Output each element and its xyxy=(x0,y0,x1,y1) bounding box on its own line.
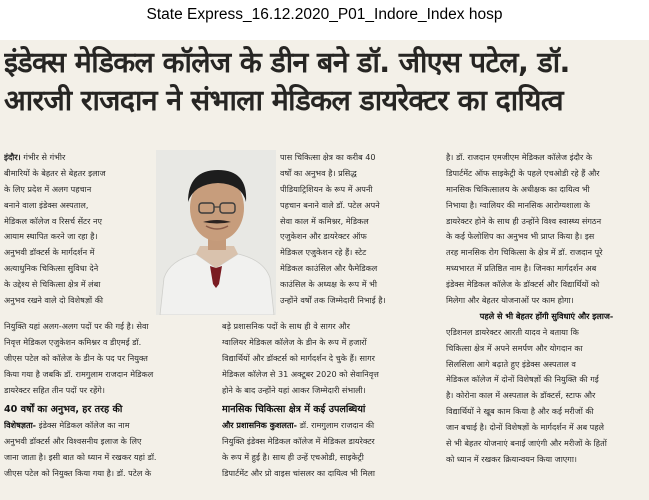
column-2-intro xyxy=(280,150,440,309)
body-line: अनुभवी डॉक्टर्स और विश्वसनीय इलाज के लिए xyxy=(4,436,142,447)
body-line: डिपार्टमेंट और प्रो वाइस चांसलर का दायित्व भी मिला xyxy=(222,468,375,479)
body-line: नियुक्ति यहां अलग-अलग पदों पर की गई है। सेवा xyxy=(4,321,149,331)
portrait-image xyxy=(156,150,276,315)
body-line: मेडिकल एजुकेशन रहे हैं। स्टेट xyxy=(280,247,367,258)
body-line: जाना जाता है। इसी बात को ध्यान में रखकर यहां डॉ. xyxy=(4,452,157,463)
body-line: चिकित्सा क्षेत्र में अपने समर्पण और योगदान का xyxy=(446,342,583,353)
column-1-intro xyxy=(4,150,154,309)
body-line: विद्यार्थियों ने खूब काम किया है और कई मरीजों की xyxy=(446,406,594,417)
intro-line: बीमारियों के बेहतर से बेहतर इलाज xyxy=(4,167,106,178)
clipping-caption: State Express_16.12.2020_P01_Indore_Index hosp xyxy=(146,6,503,23)
column-1-body xyxy=(4,319,214,482)
body-line: सेवा काल में कमिश्नर, मेडिकल xyxy=(280,215,369,226)
body-line: डायरेक्टर सहित तीन पदों पर रहेंगे। xyxy=(4,384,105,395)
body-line: सिलसिला आगे बढ़ाते हुए इंडेक्स अस्पताल व xyxy=(446,358,576,369)
body-line: किया गया है जबकि डॉ. रामगुलाम राजदान मेडिकल xyxy=(4,368,154,379)
intro-line: अत्याधुनिक चिकित्सा सुविधा देने xyxy=(4,263,99,274)
body-line: उन्होंने वर्षों तक जिम्मेदारी निभाई है। xyxy=(280,295,386,306)
body-line: तरह मानसिक रोग चिकित्सा के क्षेत्र में डॉ. राजदान पूरे xyxy=(446,247,603,258)
body-line: से भी बेहतर योजनाएं बनाई जाएंगी और मरीजों के हितों xyxy=(446,438,607,449)
subhead-psychiatry: मानसिक चिकित्सा क्षेत्र में कई उपलब्धियां xyxy=(222,404,366,416)
body-line: मिलेगा और बेहतर योजनाओं पर काम होगा। xyxy=(446,295,574,306)
body-line: काउंसिल के अध्यक्ष के रूप में भी xyxy=(280,279,377,290)
body-line: निवृत्त मेडिकल एजुकेशन कमिश्नर व डीएमई डॉ. xyxy=(4,336,142,347)
body-line: जीएस पटेल को कॉलेज के डीन के पद पर नियुक्त xyxy=(4,352,148,363)
body-line: के रूप में हुई है। साथ ही उन्हें एचओडी, साइकेट्री xyxy=(222,452,364,463)
intro-line: मेडिकल कॉलेज व रिसर्च सेंटर नए xyxy=(4,215,102,226)
body-line: एडिशनल डायरेक्टर आरती यादव ने बताया कि xyxy=(446,326,579,337)
body-line: डिपार्टमेंट ऑफ साइकेट्री के पहले एचओडी रहे हैं और xyxy=(446,167,600,178)
intro-line: के उद्देश्य से चिकित्सा क्षेत्र में लंबा xyxy=(4,279,101,290)
body-line: मध्यभारत में प्रतिष्ठित नाम है। जिनका मार्गदर्शन अब xyxy=(446,263,597,274)
body-line: ग्वालियर मेडिकल कॉलेज के डीन के रूप में हजारों xyxy=(222,336,367,347)
intro-line: अनुभव रखने वाले दो विशेषज्ञों की xyxy=(4,295,104,306)
body-line: मानसिक चिकित्सालय के अधीक्षक का दायित्व भी xyxy=(446,183,590,194)
body-line: बड़े प्रशासनिक पदों के साथ ही वे सागर और xyxy=(222,321,350,331)
intro-line: इंदौर। गंभीर से गंभीर xyxy=(4,152,66,162)
body-line: के कई फेलोशिप का अनुभव भी प्राप्त किया है। इस xyxy=(446,231,595,242)
intro-line: बनाने वाला इंडेक्स अस्पताल, xyxy=(4,199,89,210)
body-line: होने के बाद उन्होंने यहां आकर जिम्मेदारी संभाली। xyxy=(222,384,366,395)
body-line: पीडियाट्रिशियन के रूप में अपनी xyxy=(280,183,373,194)
column-2-body xyxy=(222,319,440,482)
column-3 xyxy=(446,150,647,468)
body-line: एजुकेशन और डायरेक्टर ऑफ xyxy=(280,231,367,242)
body-line: जीएस पटेल को नियुक्त किया गया है। डॉ. पटेल के xyxy=(4,468,152,479)
dateline: इंदौर। xyxy=(4,152,21,162)
body-line: वर्षों का अनुभव है। प्रसिद्ध xyxy=(280,167,357,178)
body-line: मेडिकल काउंसिल और फैमेडिकल xyxy=(280,263,378,274)
body-line: जान बचाई है। दोनों विशेषज्ञों के मार्गदर्शन में अब पहले xyxy=(446,422,605,433)
headline-line-2: आरजी राजदान ने संभाला मेडिकल डायरेक्टर का दायित्व xyxy=(4,84,564,117)
subhead-facilities: पहले से भी बेहतर होंगी सुविधाएं और इलाज- xyxy=(479,310,614,321)
body-line: पास चिकित्सा क्षेत्र का करीब 40 xyxy=(280,152,376,162)
body-line: और प्रशासनिक कुशलता- डॉ. रामगुलाम राजदान की xyxy=(222,420,375,431)
body-line: को ध्यान में रखकर क्रियान्वयन किया जाएगा। xyxy=(446,453,577,464)
portrait-photo xyxy=(156,150,276,315)
intro-line: आयाम स्थापित करने जा रहा है। xyxy=(4,231,98,242)
body-line: इंडेक्स मेडिकल कॉलेज के डॉक्टर्स और विद्यार्थियों को xyxy=(446,279,600,290)
subhead-experience-lead: विशेषज्ञता- xyxy=(4,420,37,431)
body-line: विद्यार्थियों और डॉक्टर्स को मार्गदर्शन दे चुके हैं। सागर xyxy=(222,352,375,363)
body-line: विशेषज्ञता- इंडेक्स मेडिकल कॉलेज का नाम xyxy=(4,420,130,431)
intro-line: के लिए प्रदेश में अलग पहचान xyxy=(4,183,92,194)
body-line: डायरेक्टर होने के साथ ही उन्होंने विश्व स्वास्थ्य संगठन xyxy=(446,215,602,226)
body-line: है। डॉ. राजदान एमजीएम मेडिकल कॉलेज इंदौर के xyxy=(446,152,593,162)
subhead-experience: 40 वर्षों का अनुभव, हर तरह की xyxy=(4,404,123,416)
body-line: पहचान बनाने वाले डॉ. पटेल अपने xyxy=(280,199,380,210)
body-line: मेडिकल कॉलेज में दोनों विशेषज्ञों की नियुक्ति की गई xyxy=(446,374,599,385)
intro-line: अनुभवी डॉक्टर्स के मार्गदर्शन में xyxy=(4,247,95,258)
headline-line-1: इंडेक्स मेडिकल कॉलेज के डीन बने डॉ. जीएस पटेल, डॉ. xyxy=(4,46,570,79)
article-headline xyxy=(4,44,647,120)
body-line: मेडिकल कॉलेज से 31 अक्टूबर 2020 को सेवानिवृत्त xyxy=(222,368,379,379)
subhead-psychiatry-lead: और प्रशासनिक कुशलता- xyxy=(222,420,297,431)
body-line: निभाया है। ग्वालियर की मानसिक आरोग्यशाला के xyxy=(446,199,590,210)
body-line: नियुक्ति इंडेक्स मेडिकल कॉलेज में मेडिकल डायरेक्टर xyxy=(222,436,375,447)
body-line: है। कोरोना काल में अस्पताल के डॉक्टर्स, स्टाफ और xyxy=(446,390,596,401)
